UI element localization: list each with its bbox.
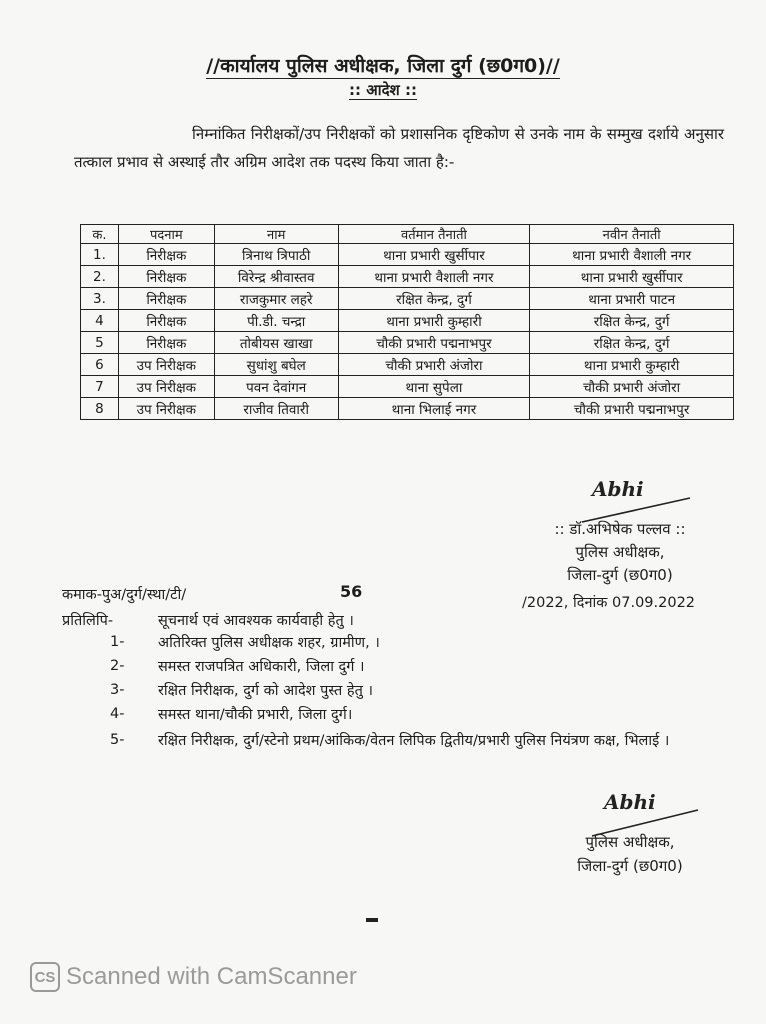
copy-label: प्रतिलिपि- bbox=[62, 613, 114, 629]
table-row bbox=[81, 376, 734, 398]
issue-date: /2022, दिनांक 07.09.2022 bbox=[522, 595, 696, 611]
cell-current-posting: थाना सुपेला bbox=[338, 376, 530, 398]
signature-block-2 bbox=[540, 790, 720, 878]
cell-current-posting: थाना प्रभारी वैशाली नगर bbox=[338, 266, 530, 288]
copy-item-text: समस्त थाना/चौकी प्रभारी, जिला दुर्ग। bbox=[158, 707, 353, 723]
cell-new-posting: थाना प्रभारी कुम्हारी bbox=[530, 354, 734, 376]
cell-designation: निरीक्षक bbox=[118, 244, 214, 266]
table-row bbox=[81, 332, 734, 354]
reference-number: 56 bbox=[340, 582, 363, 601]
cell-name: पवन देवांगन bbox=[214, 376, 338, 398]
cell-serial: 8 bbox=[81, 398, 119, 420]
intro-paragraph: निम्नांकित निरीक्षकों/उप निरीक्षकों को प्रशासनिक दृष्टिकोण से उनके नाम के सम्मुख दर्शाये अनुसार तत्काल प्रभाव से अस्थाई तौर अग्रिम आदेश तक पदस्थ किया जाता है:- bbox=[74, 125, 724, 171]
cell-current-posting: चौकी प्रभारी अंजोरा bbox=[338, 354, 530, 376]
cell-name: राजकुमार लहरे bbox=[214, 288, 338, 310]
reference-label: कमाक-पुअ/दुर्ग/स्था/टी/ bbox=[62, 587, 187, 603]
handwritten-signature-2: Abhi bbox=[604, 790, 656, 814]
cell-new-posting: चौकी प्रभारी अंजोरा bbox=[530, 376, 734, 398]
table-row bbox=[81, 398, 734, 420]
camscanner-watermark bbox=[30, 962, 357, 992]
table-row bbox=[81, 266, 734, 288]
cell-serial: 2. bbox=[81, 266, 119, 288]
officer-district-2: जिला-दुर्ग (छ0ग0) bbox=[577, 857, 683, 875]
cell-designation: उप निरीक्षक bbox=[118, 354, 214, 376]
col-header-name: नाम bbox=[214, 225, 338, 244]
copy-item-number: 1- bbox=[110, 634, 125, 650]
cell-name: पी.डी. चन्द्रा bbox=[214, 310, 338, 332]
posting-table bbox=[80, 224, 734, 420]
copy-item-text: रक्षित निरीक्षक, दुर्ग को आदेश पुस्त हेतु । bbox=[158, 683, 373, 699]
signature-stroke bbox=[580, 488, 700, 528]
signature-stroke-2 bbox=[590, 802, 710, 842]
copy-purpose: सूचनार्थ एवं आवश्यक कार्यवाही हेतु । bbox=[158, 613, 354, 629]
officer-district: जिला-दुर्ग (छ0ग0) bbox=[567, 566, 673, 584]
col-header-serial: क. bbox=[81, 225, 119, 244]
cell-current-posting: थाना भिलाई नगर bbox=[338, 398, 530, 420]
table-row bbox=[81, 310, 734, 332]
cell-serial: 5 bbox=[81, 332, 119, 354]
cell-new-posting: रक्षित केन्द्र, दुर्ग bbox=[530, 332, 734, 354]
cell-new-posting: रक्षित केन्द्र, दुर्ग bbox=[530, 310, 734, 332]
cell-serial: 3. bbox=[81, 288, 119, 310]
cell-serial: 1. bbox=[81, 244, 119, 266]
copy-item-text: रक्षित निरीक्षक, दुर्ग/स्टेनो प्रथम/आंकिक/वेतन लिपिक द्वितीय/प्रभारी पुलिस नियंत्रण कक्ष, भिलाई । bbox=[158, 733, 670, 749]
officer-designation: पुलिस अधीक्षक, bbox=[575, 543, 665, 561]
cell-new-posting: थाना प्रभारी पाटन bbox=[530, 288, 734, 310]
cell-serial: 6 bbox=[81, 354, 119, 376]
cell-current-posting: थाना प्रभारी खुर्सीपार bbox=[338, 244, 530, 266]
officer-name: :: डॉ.अभिषेक पल्लव :: bbox=[554, 520, 686, 538]
cell-new-posting: थाना प्रभारी खुर्सीपार bbox=[530, 266, 734, 288]
col-header-new-posting: नवीन तैनाती bbox=[530, 225, 734, 244]
cell-designation: निरीक्षक bbox=[118, 310, 214, 332]
watermark-text: Scanned with CamScanner bbox=[66, 963, 357, 990]
cell-new-posting: चौकी प्रभारी पद्मनाभपुर bbox=[530, 398, 734, 420]
table-header-row bbox=[81, 225, 734, 244]
copy-item-text: अतिरिक्त पुलिस अधीक्षक शहर, ग्रामीण, । bbox=[158, 635, 380, 651]
cell-designation: निरीक्षक bbox=[118, 288, 214, 310]
cell-designation: निरीक्षक bbox=[118, 332, 214, 354]
cell-name: सुधांशु बघेल bbox=[214, 354, 338, 376]
officer-designation-2: पुलिस अधीक्षक, bbox=[585, 833, 675, 851]
copy-item-number: 5- bbox=[110, 732, 125, 748]
signature-block bbox=[520, 477, 720, 587]
cell-name: विरेन्द्र श्रीवास्तव bbox=[214, 266, 338, 288]
cell-designation: उप निरीक्षक bbox=[118, 376, 214, 398]
footer-dash bbox=[366, 918, 378, 922]
cell-new-posting: थाना प्रभारी वैशाली नगर bbox=[530, 244, 734, 266]
cell-designation: निरीक्षक bbox=[118, 266, 214, 288]
cell-current-posting: चौकी प्रभारी पद्मनाभपुर bbox=[338, 332, 530, 354]
cell-serial: 4 bbox=[81, 310, 119, 332]
table-row bbox=[81, 244, 734, 266]
table-row bbox=[81, 288, 734, 310]
table-row bbox=[81, 354, 734, 376]
handwritten-signature: Abhi bbox=[592, 477, 644, 501]
cell-name: राजीव तिवारी bbox=[214, 398, 338, 420]
cell-designation: उप निरीक्षक bbox=[118, 398, 214, 420]
copy-item-text: समस्त राजपत्रित अधिकारी, जिला दुर्ग । bbox=[158, 659, 365, 675]
cell-serial: 7 bbox=[81, 376, 119, 398]
cell-current-posting: थाना प्रभारी कुम्हारी bbox=[338, 310, 530, 332]
order-heading: :: आदेश :: bbox=[349, 81, 417, 99]
col-header-designation: पदनाम bbox=[118, 225, 214, 244]
cell-current-posting: रक्षित केन्द्र, दुर्ग bbox=[338, 288, 530, 310]
copy-item-number: 3- bbox=[110, 682, 125, 698]
camscanner-logo-icon: CS bbox=[30, 962, 60, 992]
col-header-current-posting: वर्तमान तैनाती bbox=[338, 225, 530, 244]
cell-name: त्रिनाथ त्रिपाठी bbox=[214, 244, 338, 266]
document-title: //कार्यालय पुलिस अधीक्षक, जिला दुर्ग (छ0ग0)// bbox=[206, 55, 560, 77]
cell-name: तोबीयस खाखा bbox=[214, 332, 338, 354]
copy-item-number: 4- bbox=[110, 706, 125, 722]
copy-item-number: 2- bbox=[110, 658, 125, 674]
